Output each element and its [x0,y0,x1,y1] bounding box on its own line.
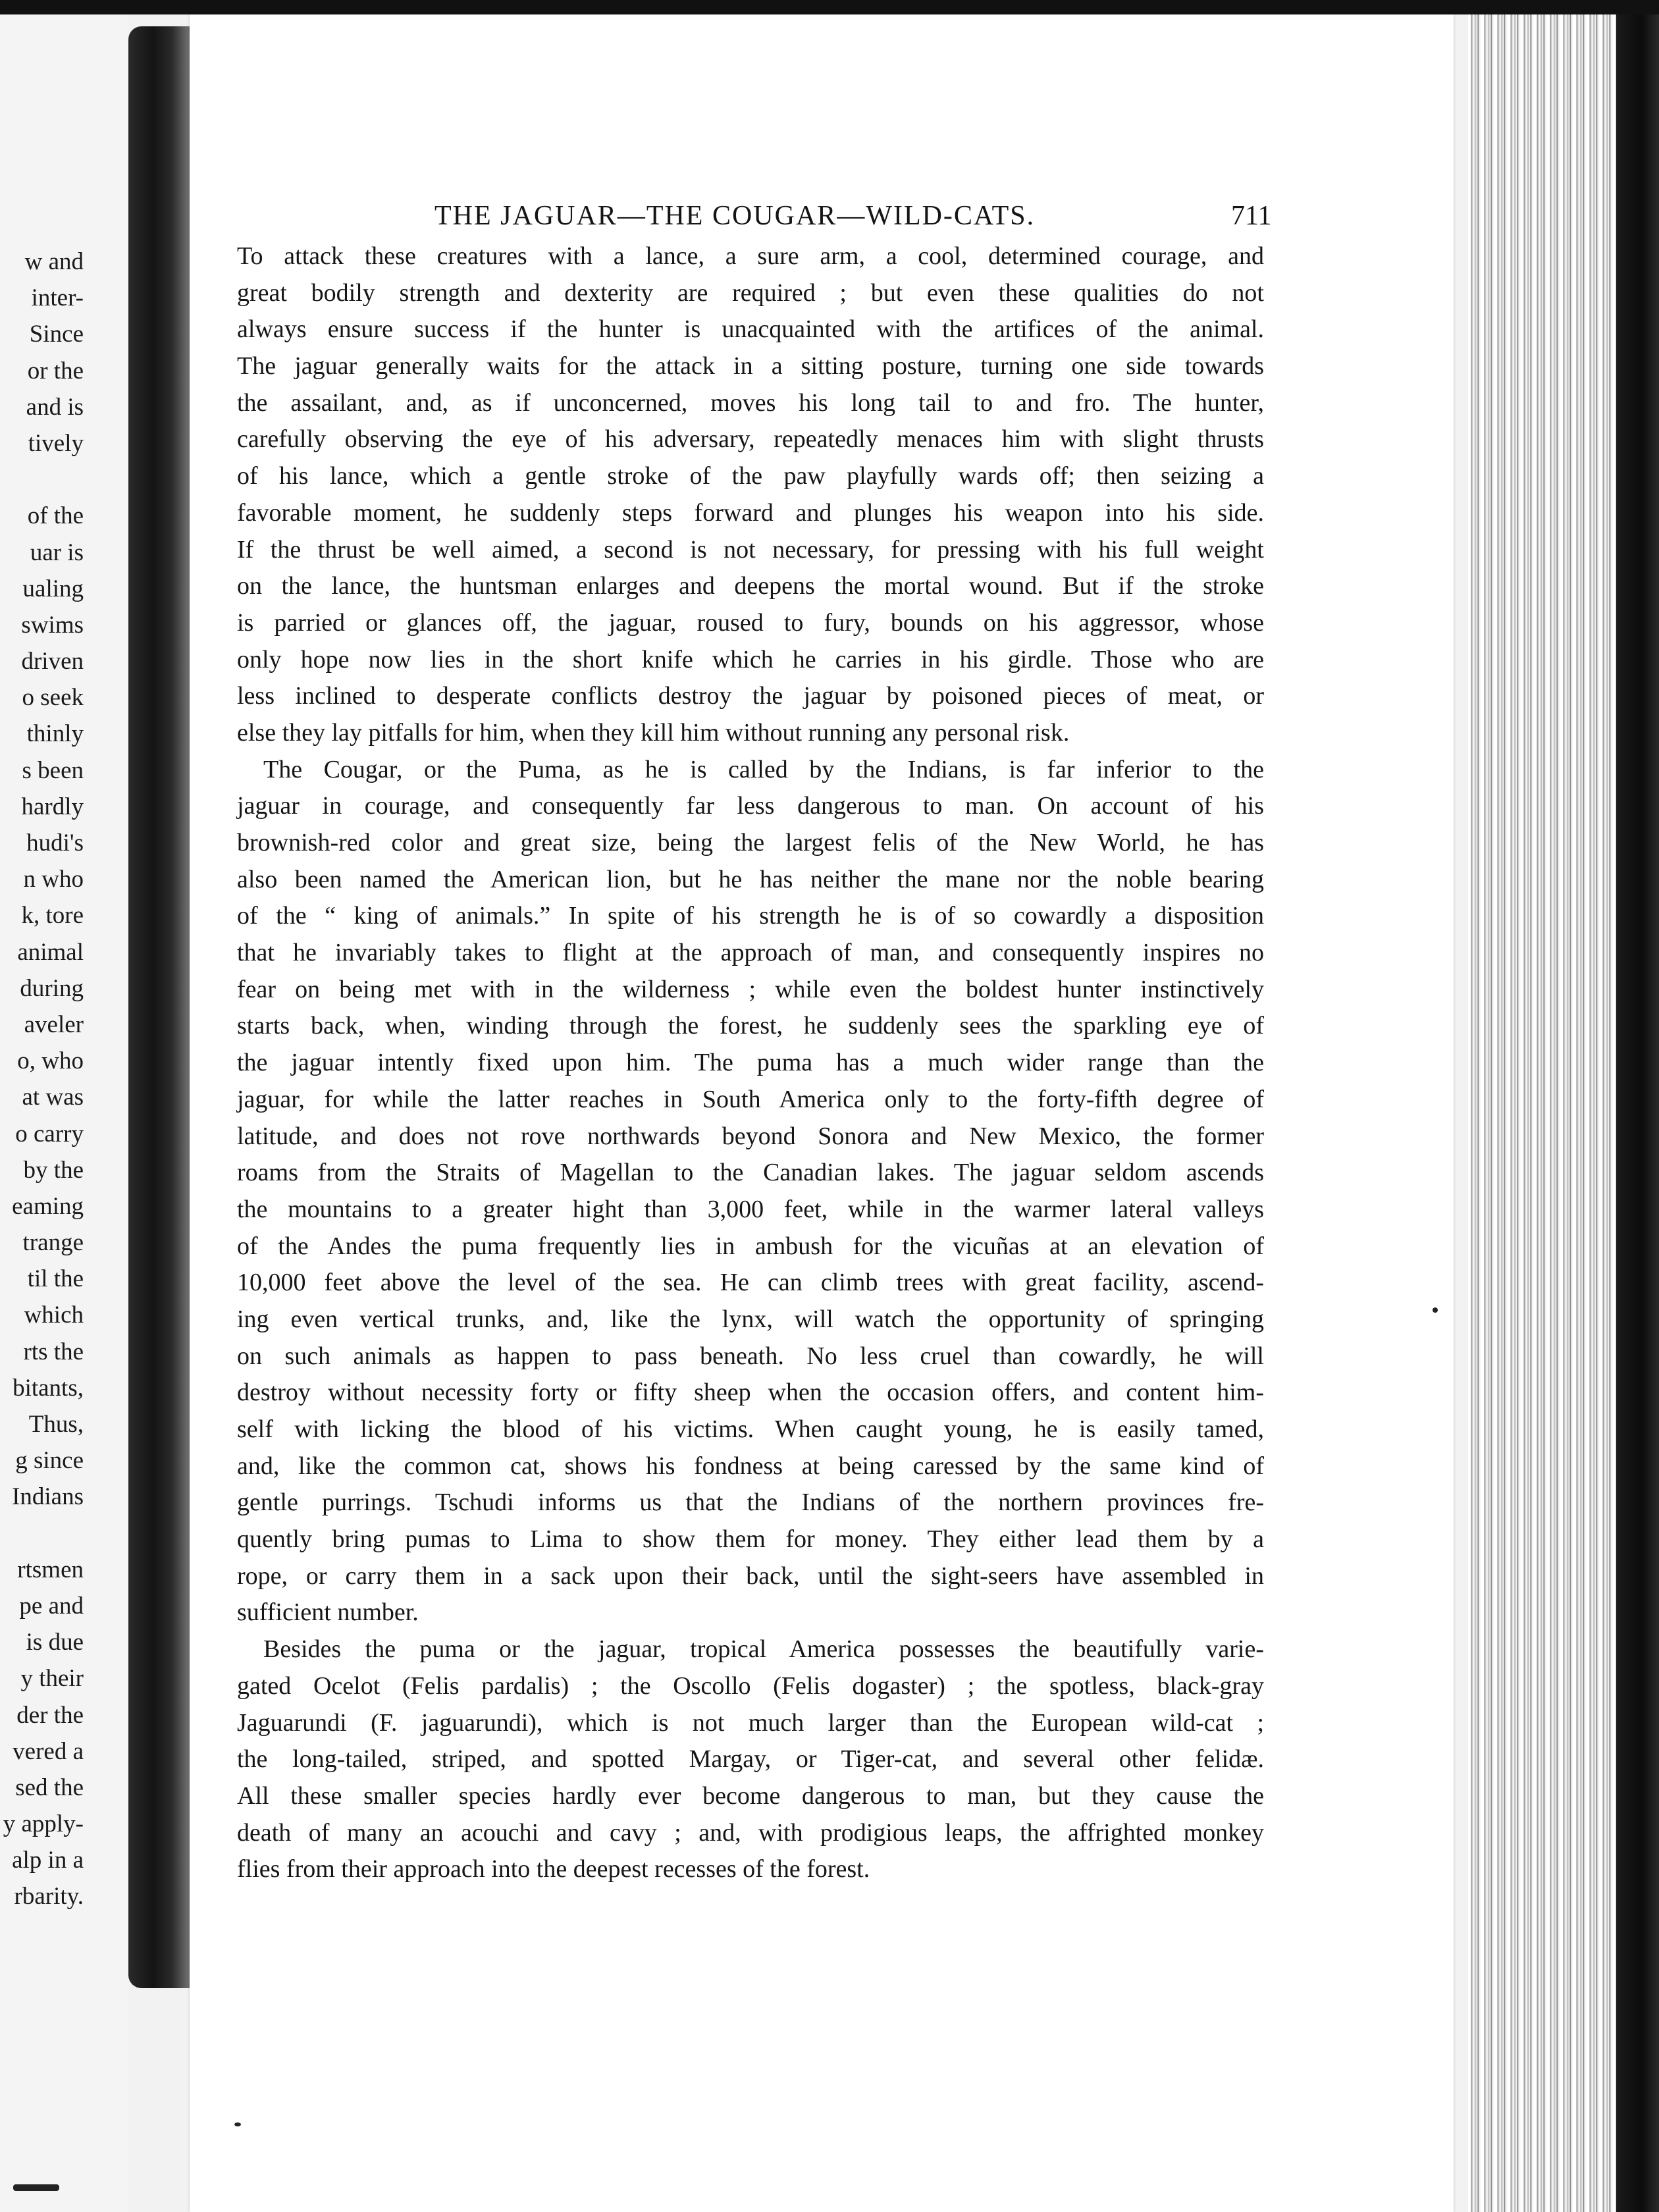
scan-speck [234,2122,241,2126]
facing-page-line: is due [26,1629,84,1656]
text-line: sufficient number. [237,1598,419,1627]
text-line: Besides the puma or the jaguar, tropical America possesses the beautifully varie- [263,1635,1264,1664]
facing-page-line: trange [22,1229,84,1257]
page-number: 711 [1231,201,1272,231]
text-line: gated Ocelot (Felis pardalis) ; the Oscollo (Felis dogaster) ; the spotless, black-gray [237,1672,1264,1700]
page-header [237,200,1272,240]
facing-page-line: w and [24,248,84,275]
text-line: starts back, when, winding through the forest, he suddenly sees the sparkling eye of [237,1012,1264,1040]
facing-page-line: inter- [31,284,84,312]
text-line: of the Andes the puma frequently lies in ambush for the vicuñas at an elevation of [237,1232,1264,1260]
facing-page-line: rbarity. [14,1883,84,1910]
facing-page-line: rts the [23,1338,84,1365]
facing-page-text [0,244,84,1915]
facing-page-line: der the [16,1701,84,1729]
facing-page-line: driven [21,648,84,675]
facing-page-line: Since [29,321,84,348]
facing-page-line: s been [22,756,84,784]
text-line: great bodily strength and dexterity are required ; but even these qualities do not [237,278,1264,307]
text-line: favorable moment, he suddenly steps forward and plunges his weapon into his side. [237,498,1264,527]
text-line: ing even vertical trunks, and, like the lynx, will watch the opportunity of springing [237,1305,1264,1333]
facing-page-line: k, tore [21,902,84,930]
text-line: Jaguarundi (F. jaguarundi), which is not much larger than the European wild-cat ; [237,1708,1264,1737]
facing-page-line: rtsmen [17,1556,84,1583]
facing-page-line: g since [15,1447,84,1475]
facing-page-line: Indians [12,1483,84,1511]
scanner-border-right [1616,14,1659,2212]
text-line: To attack these creatures with a lance, a sure arm, a cool, determined courage, and [237,242,1264,270]
facing-page-line: ualing [22,575,84,602]
facing-page-line: hudi's [26,830,84,856]
facing-page-line: hardly [21,793,84,820]
facing-page-line: bitants, [13,1374,84,1402]
facing-page-line: eaming [12,1192,84,1220]
text-line: latitude, and does not rove northwards beyond Sonora and New Mexico, the former [237,1122,1264,1150]
facing-page-line: uar is [30,539,84,566]
facing-page-line: of the [27,502,84,530]
text-line: the assailant, and, as if unconcerned, moves his long tail to and fro. The hunter, [237,388,1264,417]
facing-page-line: Thus, [28,1411,84,1438]
text-line: the long-tailed, striped, and spotted Margay, or Tiger-cat, and several other felidæ. [237,1745,1264,1774]
text-line: fear on being met with in the wilderness ; while even the boldest hunter instinctively [237,975,1264,1003]
text-line: flies from their approach into the deepest recesses of the forest. [237,1855,870,1883]
text-line: also been named the American lion, but he has neither the mane nor the noble bearing [237,865,1264,893]
facing-page-line: til the [27,1265,84,1293]
text-line: brownish-red color and great size, being the largest felis of the New World, he has [237,829,1264,856]
text-line: that he invariably takes to flight at the approach of man, and consequently inspires no [237,939,1264,967]
running-head: THE JAGUAR—THE COUGAR—WILD-CATS. [434,201,1036,231]
facing-page-line: and is [26,393,84,421]
facing-page-line: thinly [26,720,84,748]
facing-page-line: o, who [17,1047,84,1075]
text-line: else they lay pitfalls for him, when they kill him without running any personal risk. [237,718,1070,747]
facing-page-line: vered a [13,1737,84,1765]
text-line: The Cougar, or the Puma, as he is called by the Indians, is far inferior to the [263,755,1264,783]
facing-page-line: or the [27,357,84,384]
text-line: only hope now lies in the short knife which he carries in his girdle. Those who are [237,645,1264,673]
text-line: self with licking the blood of his victims. When caught young, he is easily tamed, [237,1415,1264,1443]
facing-page-line: alp in a [12,1847,84,1874]
book-gutter-shadow [128,26,191,1988]
facing-page-line: by the [23,1156,84,1184]
text-line: quently bring pumas to Lima to show them for money. They either lead them by a [237,1525,1264,1554]
facing-page-line [0,1515,84,1552]
text-line: and, like the common cat, shows his fondness at being caressed by the same kind of [237,1452,1264,1480]
facing-page-line: tively [28,429,84,457]
text-line: death of many an acouchi and cavy ; and, with prodigious leaps, the affrighted monkey [237,1818,1264,1847]
facing-page-line: aveler [24,1011,84,1038]
facing-page-line: o seek [22,684,84,712]
text-line: on such animals as happen to pass beneath. No less cruel than cowardly, he will [237,1342,1264,1370]
text-line: on the lance, the huntsman enlarges and deepens the mortal wound. But if the stroke [237,572,1264,600]
text-line: carefully observing the eye of his adversary, repeatedly menaces him with slight thrusts [237,425,1264,454]
text-line: roams from the Straits of Magellan to the Canadian lakes. The jaguar seldom ascends [237,1159,1264,1187]
facing-page-line: animal [17,938,84,966]
text-line: If the thrust be well aimed, a second is not necessary, for pressing with his full weight [237,535,1264,564]
scan-speck [1433,1307,1438,1313]
facing-page-left [0,14,128,2212]
facing-page-line: at was [22,1084,84,1111]
scanner-border-top [0,0,1659,14]
facing-page-line: y apply- [3,1810,84,1838]
text-line: rope, or carry them in a sack upon their back, until the sight-seers have assembled in [237,1562,1264,1590]
scan-speck [13,2184,59,2191]
text-line: the jaguar intently fixed upon him. The puma has a much wider range than the [237,1049,1264,1077]
facing-page-line: which [24,1302,84,1329]
text-line: destroy without necessity forty or fifty sheep when the occasion offers, and content him- [237,1379,1264,1407]
body-text [237,238,1264,1888]
facing-page-line: during [20,974,84,1002]
facing-page-line: sed the [15,1774,84,1801]
text-line: All these smaller species hardly ever become dangerous to man, but they cause the [237,1781,1264,1810]
text-line: of his lance, which a gentle stroke of the paw playfully wards off; then seizing a [237,462,1264,490]
text-line: of the “ king of animals.” In spite of his strength he is of so cowardly a disposition [237,902,1264,930]
facing-page-line: o carry [15,1120,84,1147]
facing-page-line: pe and [19,1592,84,1620]
text-line: jaguar, for while the latter reaches in South America only to the forty-fifth degree of [237,1085,1264,1113]
facing-page-line [0,461,84,498]
page-edges-right [1468,14,1633,2212]
facing-page-line: swims [21,611,84,639]
text-line: always ensure success if the hunter is unacquainted with the artifices of the animal. [237,315,1264,344]
facing-page-line: n who [23,866,84,893]
facing-page-line: y their [20,1665,84,1693]
text-line: jaguar in courage, and consequently far less dangerous to man. On account of his [237,792,1264,820]
text-line: the mountains to a greater hight than 3,000 feet, while in the warmer lateral valleys [237,1195,1264,1223]
text-line: 10,000 feet above the level of the sea. He can climb trees with great facility, ascend- [237,1269,1264,1297]
text-line: The jaguar generally waits for the attack in a sitting posture, turning one side towards [237,352,1264,381]
text-line: less inclined to desperate conflicts destroy the jaguar by poisoned pieces of meat, or [237,682,1264,710]
text-line: gentle purrings. Tschudi informs us that the Indians of the northern provinces fre- [237,1488,1264,1517]
text-line: is parried or glances off, the jaguar, roused to fury, bounds on his aggressor, whose [237,608,1264,637]
